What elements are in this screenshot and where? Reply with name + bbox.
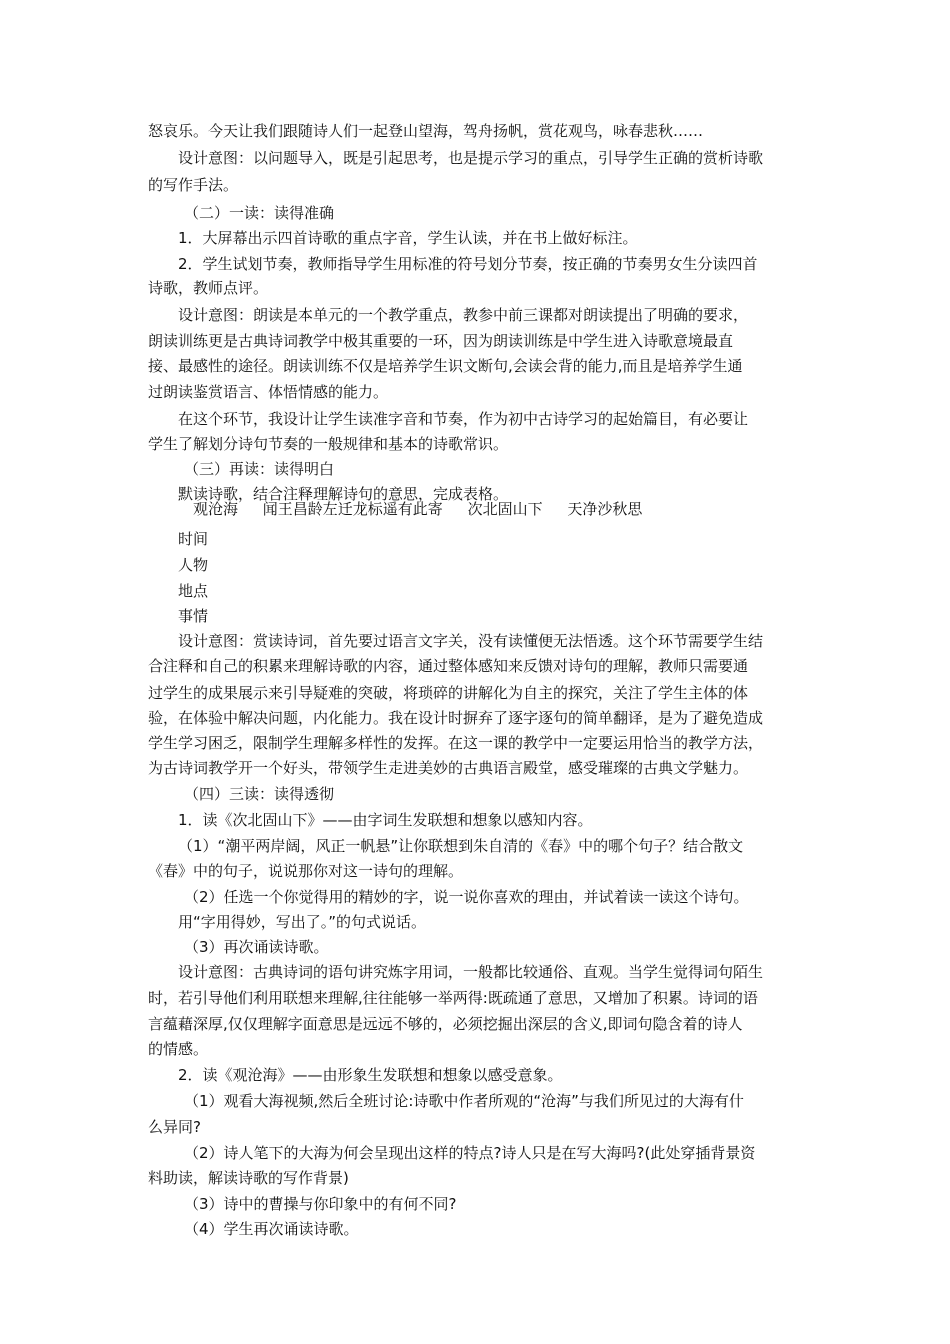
paragraph-line: 2．读《观沧海》——由形象生发联想和想象以感受意象。 <box>178 1066 563 1084</box>
paragraph-line: 么异同? <box>148 1118 201 1136</box>
table-row-label: 时间 <box>178 530 209 548</box>
paragraph-line: 的情感。 <box>148 1040 209 1058</box>
paragraph-line: 1．读《次北固山下》——由字词生发联想和想象以感知内容。 <box>178 811 593 829</box>
table-row-label: 事情 <box>178 607 209 625</box>
section-heading: （三）再读：读得明白 <box>184 460 335 478</box>
table-header-cell: 天净沙秋思 <box>567 500 643 518</box>
paragraph-line: 设计意图：以问题导入，既是引起思考，也是提示学习的重点，引导学生正确的赏析诗歌 <box>178 149 764 167</box>
paragraph-line: 设计意图：朗读是本单元的一个教学重点，教参中前三课都对朗读提出了明确的要求， <box>178 306 749 324</box>
paragraph-line: 的写作手法。 <box>148 176 239 194</box>
section-heading: （二）一读：读得准确 <box>184 204 335 222</box>
paragraph-line: （1）观看大海视频,然后全班讨论:诗歌中作者所观的“沧海”与我们所见过的大海有什 <box>184 1092 744 1110</box>
paragraph-line: 料助读，解读诗歌的写作背景) <box>148 1169 349 1187</box>
paragraph-line: 怒哀乐。今天让我们跟随诗人们一起登山望海，驾舟扬帆，赏花观鸟，咏春悲秋…… <box>148 122 704 140</box>
paragraph-line: 《春》中的句子，说说那你对这一诗句的理解。 <box>148 862 464 880</box>
paragraph-line: 过朗读鉴赏语言、体悟情感的能力。 <box>148 383 389 401</box>
paragraph-line: 验，在体验中解决问题，内化能力。我在设计时摒弃了逐字逐句的简单翻译，是为了避免造成 <box>148 709 764 727</box>
paragraph-line: 过学生的成果展示来引导疑难的突破，将琐碎的讲解化为自主的探究，关注了学生主体的体 <box>148 684 749 702</box>
table-row-label: 地点 <box>178 582 209 600</box>
paragraph-line: （2）任选一个你觉得用的精妙的字，说一说你喜欢的理由，并试着读一读这个诗句。 <box>184 888 749 906</box>
table-header-row <box>193 499 662 519</box>
paragraph-line: （4）学生再次诵读诗歌。 <box>184 1220 359 1238</box>
paragraph-line: 为古诗词教学开一个好头，带领学生走进美妙的古典语言殿堂，感受璀璨的古典文学魅力。 <box>148 759 749 777</box>
paragraph-line: （1）“潮平两岸阔，风正一帆悬”让你联想到朱自清的《春》中的哪个句子？结合散文 <box>178 837 744 855</box>
table-row-label: 人物 <box>178 556 209 574</box>
table-header-cell: 次北固山下 <box>467 500 543 518</box>
paragraph-line: 朗读训练更是古典诗词教学中极其重要的一环，因为朗读训练是中学生进入诗歌意境最直 <box>148 332 734 350</box>
paragraph-line: （2）诗人笔下的大海为何会呈现出这样的特点?诗人只是在写大海吗?(此处穿插背景资 <box>184 1144 756 1162</box>
paragraph-line: 设计意图：古典诗词的语句讲究炼字用词，一般都比较通俗、直观。当学生觉得词句陌生 <box>178 963 764 981</box>
paragraph-line: 设计意图：赏读诗词，首先要过语言文字关，没有读懂便无法悟透。这个环节需要学生结 <box>178 632 764 650</box>
paragraph-line: 学生了解划分诗句节奏的一般规律和基本的诗歌常识。 <box>148 435 509 453</box>
paragraph-line: 默读诗歌，结合注释理解诗句的意思，完成表格。 <box>178 485 509 503</box>
section-heading: （四）三读：读得透彻 <box>184 785 335 803</box>
paragraph-line: 时，若引导他们利用联想来理解,往往能够一举两得:既疏通了意思，又增加了积累。诗词的语 <box>148 989 758 1007</box>
paragraph-line: 学生学习困乏，限制学生理解多样性的发挥。在这一课的教学中一定要运用恰当的教学方法， <box>148 734 764 752</box>
paragraph-line: 诗歌，教师点评。 <box>148 279 269 297</box>
paragraph-line: （3）再次诵读诗歌。 <box>184 938 329 956</box>
table-header-cell: 闻王昌龄左迁龙标遥有此寄 <box>262 500 443 518</box>
paragraph-line: （3）诗中的曹操与你印象中的有何不同? <box>184 1195 457 1213</box>
paragraph-line: 1．大屏幕出示四首诗歌的重点字音，学生认读，并在书上做好标注。 <box>178 229 638 247</box>
paragraph-line: 合注释和自己的积累来理解诗歌的内容，通过整体感知来反馈对诗句的理解，教师只需要通 <box>148 657 749 675</box>
table-header-cell: 观沧海 <box>193 500 239 518</box>
paragraph-line: 言蕴藉深厚,仅仅理解字面意思是远远不够的，必须挖掘出深层的含义,即词句隐含着的诗人 <box>148 1015 743 1033</box>
paragraph-line: 2．学生试划节奏，教师指导学生用标准的符号划分节奏，按正确的节奏男女生分读四首 <box>178 255 758 273</box>
paragraph-line: 接、最感性的途径。朗读训练不仅是培养学生识文断句,会读会背的能力,而且是培养学生通 <box>148 357 743 375</box>
paragraph-line: 在这个环节，我设计让学生读准字音和节奏，作为初中古诗学习的起始篇目，有必要让 <box>178 410 749 428</box>
paragraph-line: 用“字用得妙，写出了。”的句式说话。 <box>178 913 427 931</box>
